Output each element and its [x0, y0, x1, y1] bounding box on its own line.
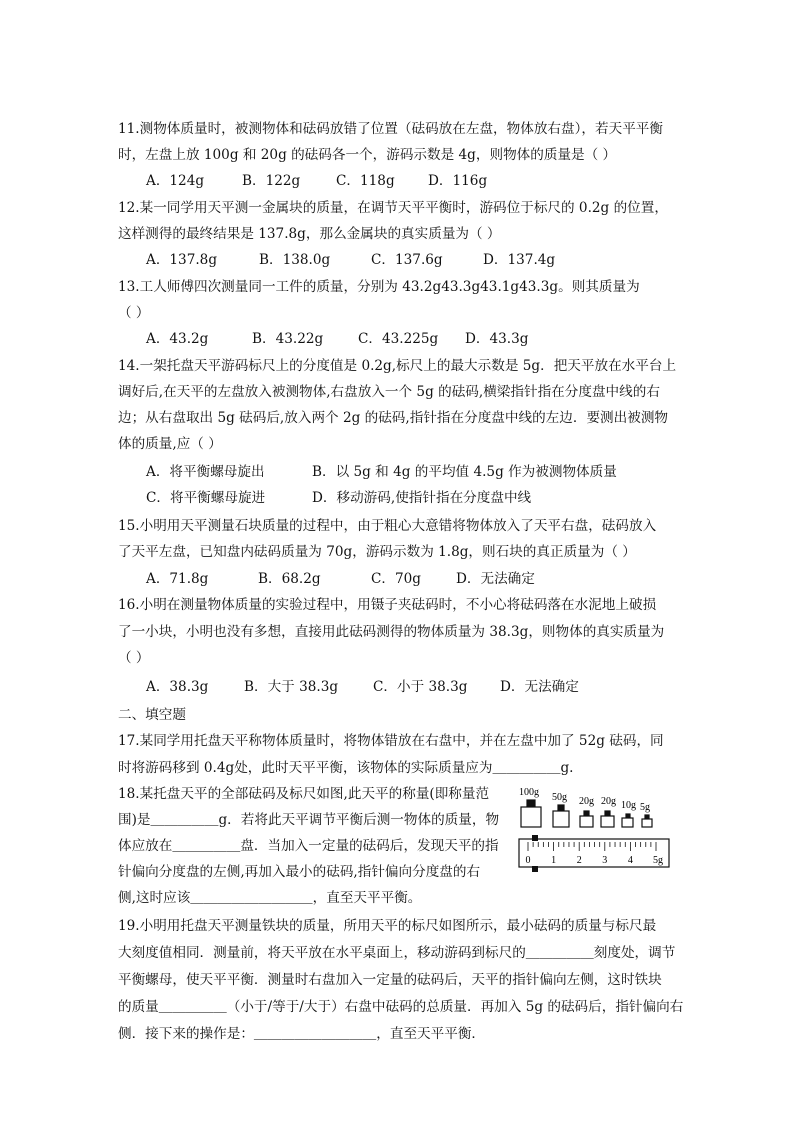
weight-10g-shape: [622, 814, 633, 827]
q11-option-b: B．122g: [242, 173, 301, 189]
q11-option-d: D．116g: [428, 173, 488, 189]
q11-line-2: 时，左盘上放 100g 和 20g 的砝码各一个，游码示数是 4g，则物体的质量是（ ）: [118, 147, 617, 163]
weight-20g-a-shape: [580, 811, 593, 827]
q19-line-4: 的质量＿＿＿＿＿（小于/等于/大于）右盘中砝码的总质量．再加入 5g 的砝码后，指针偏向右: [118, 999, 684, 1015]
scale-label-3: 3: [602, 855, 608, 866]
q16-option-c: C．小于 38.3g: [373, 679, 468, 695]
q14-option-a: A．将平衡螺母旋出: [146, 464, 265, 480]
q14-option-b: B．以 5g 和 4g 的平均值 4.5g 作为被测物体质量: [312, 464, 617, 480]
weight-label-10g: 10g: [621, 800, 636, 811]
q13-option-c: C．43.225g: [358, 331, 439, 347]
weight-100g-shape: [521, 800, 541, 827]
weight-label-20g-a: 20g: [579, 796, 594, 807]
q15-option-c: C．70g: [371, 571, 421, 587]
q17-line-2: 时将游码移到 0.4g处，此时天平平衡，该物体的实际质量应为＿＿＿＿＿g.: [118, 760, 574, 776]
q12-line-2: 这样测得的最终结果是 137.8g，那么金属块的真实质量为（ ）: [118, 226, 501, 242]
q19-line-1: 19.小明用托盘天平测量铁块的质量，所用天平的标尺如图所示，最小砝码的质量与标尺最: [118, 918, 657, 934]
q12-option-d: D．137.4g: [483, 252, 556, 268]
q18-line-4: 针偏向分度盘的左侧,再加入最小的砝码,指针偏向分度盘的右: [118, 864, 481, 880]
weights-and-scale-figure: [516, 786, 674, 876]
q15-line-1: 15.小明用天平测量石块质量的过程中，由于粗心大意错将物体放入了天平右盘，砝码放入: [118, 518, 657, 534]
scale-label-2: 2: [576, 855, 582, 866]
scale-label-5: 5g: [653, 855, 663, 866]
q14-line-1: 14.一架托盘天平游码标尺上的分度值是 0.2g,标尺上的最大示数是 5g．把天平放在水平台上: [118, 358, 677, 374]
weight-label-100g: 100g: [519, 787, 539, 798]
q12-option-a: A．137.8g: [146, 252, 218, 268]
rider-bottom: [532, 866, 538, 872]
q16-line-2: 了一小块，小明也没有多想，直接用此砝码测得的物体质量为 38.3g，则物体的真实质量为: [118, 624, 665, 640]
q18-line-2: 围)是＿＿＿＿＿g．若将此天平调节平衡后测一物体的质量，物: [118, 812, 500, 828]
q19-line-3: 平衡螺母，使天平平衡．测量时右盘加入一定量的砝码后，天平的指针偏向左侧，这时铁块: [118, 972, 662, 988]
q14-option-c: C．将平衡螺母旋进: [146, 490, 266, 506]
q19-line-5: 侧．接下来的操作是：＿＿＿＿＿＿＿＿＿，直至天平平衡．: [118, 1026, 486, 1042]
q13-option-b: B．43.22g: [252, 331, 324, 347]
weight-label-5g: 5g: [640, 802, 650, 813]
q12-option-b: B．138.0g: [259, 252, 331, 268]
q15-option-a: A．71.8g: [146, 571, 209, 587]
q17-line-1: 17.某同学用托盘天平称物体质量时，将物体错放在右盘中，并在左盘中加了 52g 砝码，同: [118, 733, 664, 749]
q12-line-1: 12.某一同学用天平测一金属块的质量，在调节天平平衡时，游码位于标尺的 0.2g 的位置，: [118, 200, 668, 216]
q16-option-d: D．无法确定: [500, 679, 579, 695]
weight-label-20g-b: 20g: [601, 796, 616, 807]
q16-option-a: A．38.3g: [146, 679, 209, 695]
q18-line-3: 体应放在＿＿＿＿＿盘．当加入一定量的砝码后，发现天平的指: [118, 838, 499, 854]
q19-line-2: 大刻度值相同．测量前，将天平放在水平桌面上，移动游码到标尺的＿＿＿＿＿刻度处，调节: [118, 945, 676, 961]
q18-line-5: 侧,这时应该＿＿＿＿＿＿＿＿＿，直至天平平衡。: [118, 890, 422, 906]
q13-option-d: D．43.3g: [465, 331, 529, 347]
scale-label-4: 4: [627, 855, 633, 866]
weight-20g-b-shape: [601, 811, 614, 827]
q15-option-d: D．无法确定: [456, 571, 535, 587]
scale-label-1: 1: [551, 855, 557, 866]
q12-option-c: C．137.6g: [371, 252, 443, 268]
weight-label-50g: 50g: [552, 792, 567, 803]
q14-line-2: 调好后,在天平的左盘放入被测物体,右盘放入一个 5g 的砝码,横梁指针指在分度盘中线的右: [118, 384, 660, 400]
q13-line-2: （ ）: [118, 305, 150, 321]
q18-line-1: 18.某托盘天平的全部砝码及标尺如图,此天平的称量(即称量范: [118, 786, 490, 802]
weight-50g-shape: [553, 805, 569, 827]
section-heading: 二、填空题: [118, 707, 186, 723]
q11-line-1: 11.测物体质量时，被测物体和砝码放错了位置（砝码放在左盘，物体放右盘），若天平平衡: [118, 121, 663, 137]
q16-line-1: 16.小明在测量物体质量的实验过程中，用镊子夹砝码时，不小心将砝码落在水泥地上破损: [118, 597, 657, 613]
scale-label-0: 0: [525, 855, 531, 866]
q13-option-a: A．43.2g: [146, 331, 209, 347]
q15-option-b: B．68.2g: [258, 571, 321, 587]
q13-line-1: 13.工人师傅四次测量同一工件的质量，分别为 43.2g43.3g43.1g43.3g。则其质量为: [118, 279, 640, 295]
scale-ruler: [519, 839, 669, 867]
q15-line-2: 了天平左盘，已知盘内砝码质量为 70g，游码示数为 1.8g，则石块的真正质量为（ ）: [118, 544, 636, 560]
q14-option-d: D．移动游码,使指针指在分度盘中线: [312, 490, 532, 506]
q14-line-4: 体的质量,应（ ）: [118, 436, 222, 452]
rider-top: [532, 835, 538, 841]
q16-line-3: （ ）: [118, 650, 150, 666]
q14-line-3: 边；从右盘取出 5g 砝码后,放入两个 2g 的砝码,指针指在分度盘中线的左边．要测出被测物: [118, 410, 668, 426]
q16-option-b: B．大于 38.3g: [244, 679, 339, 695]
weight-5g-shape: [642, 815, 652, 827]
q11-option-a: A．124g: [146, 173, 205, 189]
q11-option-c: C．118g: [336, 173, 395, 189]
